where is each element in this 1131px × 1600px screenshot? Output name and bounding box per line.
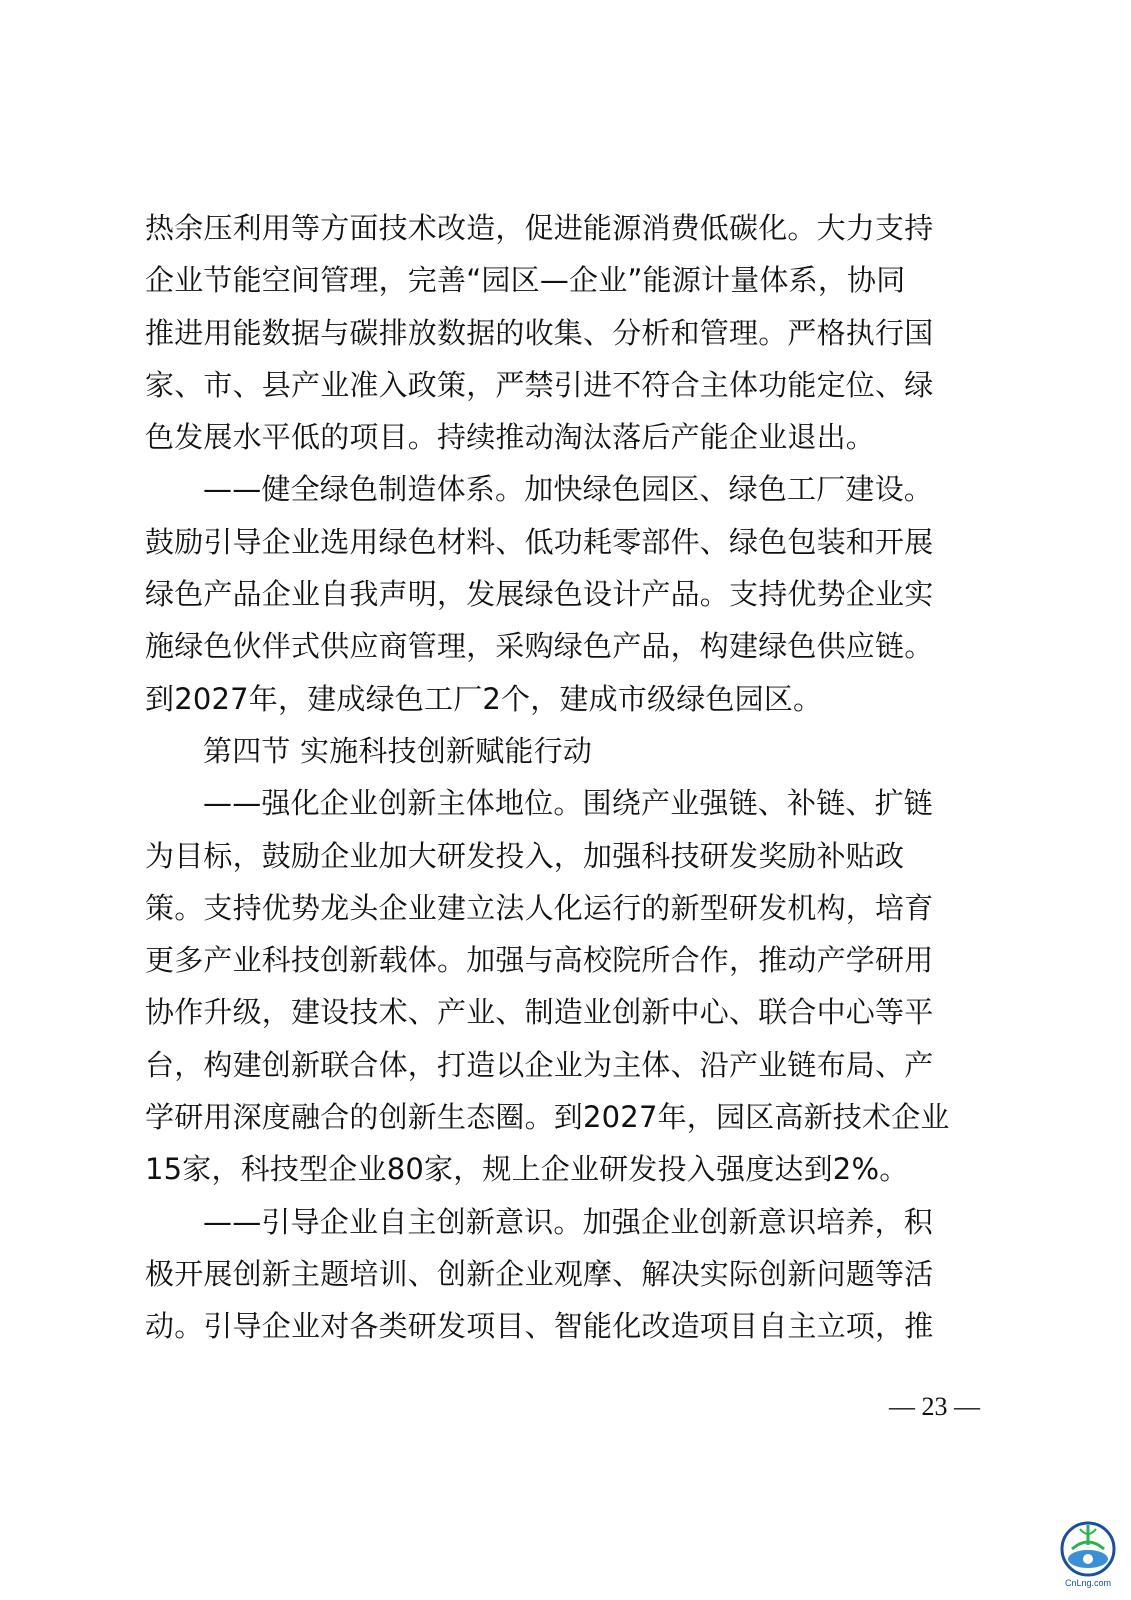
text-line: 台，构建创新联合体，打造以企业为主体、沿产业链布局、产 — [145, 1047, 934, 1082]
section-heading: 第四节 实施科技创新赋能行动 — [203, 733, 593, 768]
text-line: 为目标，鼓励企业加大研发投入，加强科技研发奖励补贴政 — [145, 838, 905, 873]
text-line: 学研用深度融合的创新生态圈。到2027年，园区高新技术企业 — [145, 1100, 950, 1135]
text-line: 协作升级，建设技术、产业、制造业创新中心、联合中心等平 — [145, 995, 934, 1030]
text-line: 推进用能数据与碳排放数据的收集、分析和管理。严格执行国 — [145, 315, 934, 350]
logo-watermark-text: CnLng.com — [1064, 1578, 1112, 1588]
text-line: ——健全绿色制造体系。加快绿色园区、绿色工厂建设。 — [203, 472, 934, 507]
text-line: 极开展创新主题培训、创新企业观摩、解决实际创新问题等活 — [145, 1256, 934, 1291]
text-line: 到2027年，建成绿色工厂2个，建成市级绿色园区。 — [145, 681, 823, 716]
text-line: 施绿色伙伴式供应商管理，采购绿色产品，构建绿色供应链。 — [145, 629, 934, 664]
text-line: 企业节能空间管理，完善“园区—企业”能源计量体系，协同 — [145, 263, 906, 298]
text-line: ——引导企业自主创新意识。加强企业创新意识培养，积 — [203, 1204, 934, 1239]
text-line: 更多产业科技创新载体。加强与高校院所合作，推动产学研用 — [145, 943, 934, 978]
body-text — [145, 202, 985, 1353]
text-line: 色发展水平低的项目。持续推动淘汰落后产能企业退出。 — [145, 420, 876, 455]
text-line: ——强化企业创新主体地位。围绕产业强链、补链、扩链 — [203, 786, 934, 821]
text-line: 家、市、县产业准入政策，严禁引进不符合主体功能定位、绿 — [145, 367, 934, 402]
page-number: — 23 — — [889, 1392, 980, 1421]
text-line: 动。引导企业对各类研发项目、智能化改造项目自主立项，推 — [145, 1309, 934, 1344]
text-line: 绿色产品企业自我声明，发展绿色设计产品。支持优势企业实 — [145, 577, 934, 612]
text-line: 策。支持优势龙头企业建立法人化运行的新型研发机构，培育 — [145, 890, 934, 925]
text-line: 15家，科技型企业80家，规上企业研发投入强度达到2%。 — [145, 1152, 909, 1187]
text-line: 鼓励引导企业选用绿色材料、低功耗零部件、绿色包装和开展 — [145, 524, 934, 559]
text-line: 热余压利用等方面技术改造，促进能源消费低碳化。大力支持 — [145, 211, 934, 245]
